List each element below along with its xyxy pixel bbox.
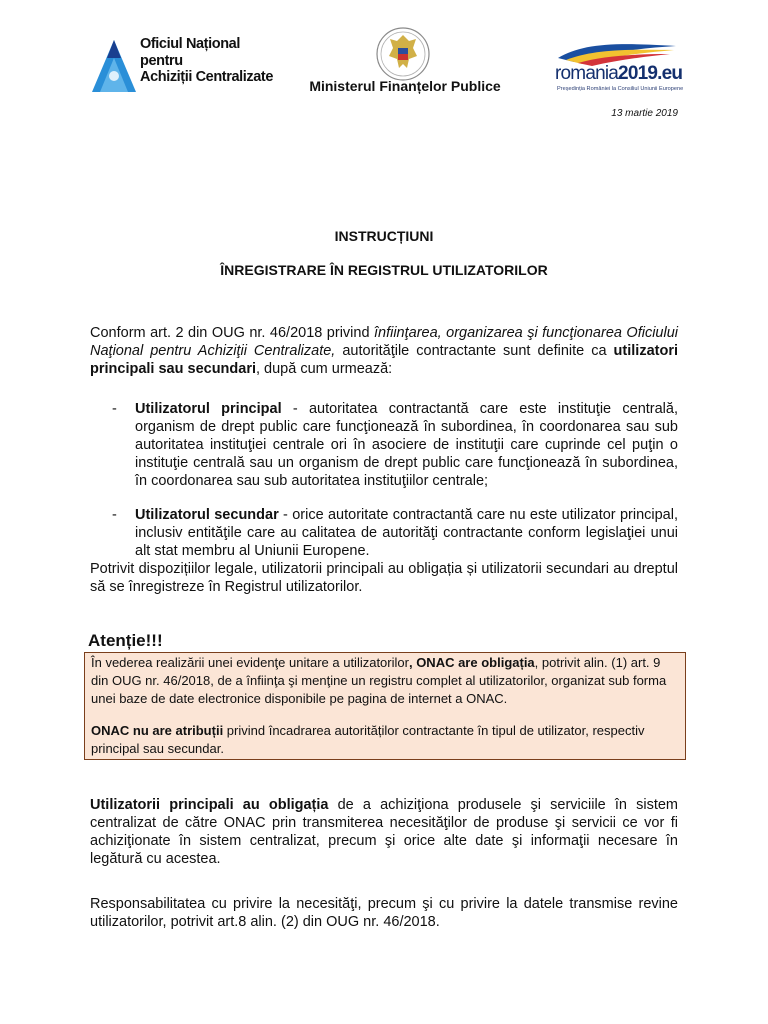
list-item-text: [135, 400, 678, 490]
onac-triangle-icon: [90, 38, 138, 94]
attention-paragraph: [91, 654, 679, 708]
document-subtitle: ÎNREGISTRARE ÎN REGISTRUL UTILIZATORILOR: [220, 262, 548, 278]
obligation-text: de a achiziţiona produsele şi serviciile în sistem centralizat de către ONAC prin transmiterea necesităţilor de produse şi servicii ce vor fi achiziţionate în sistem centralizat, precum şi orice alte date şi informaţii necesare în legătură cu acestea.: [90, 797, 678, 867]
obligation-bold: Utilizatorii principali au obligația: [90, 797, 329, 813]
list-item-definition: - autoritatea contractantă care este instituţie centrală, organism de drept public care funcţionează în subordinea, în coordonarea sau sub autoritatea instituţiei centrale ori în asociere de instituţii care cuprinde cel puţin o instituţie centrală sau un organism de drept public care funcţionează în subordinea, în coordonarea sau sub autoritatea instituţiilor centrale;: [135, 401, 678, 489]
ministry-name: Ministerul Finanțelor Publice: [309, 78, 501, 94]
attention-p2-rest: privind încadrarea autorităților contractante în tipul de utilizator, respectiv principal sau secundar.: [91, 723, 645, 756]
intro-bold: utilizatori principali sau secundari: [90, 343, 678, 377]
attention-heading: Atenție!!!: [88, 631, 163, 650]
romania2019-text: [555, 63, 682, 85]
onac-logo-line: Oficiul Național: [140, 36, 240, 52]
onac-logo-line: Achiziții Centralizate: [140, 69, 274, 85]
intro-paragraph: [90, 324, 678, 378]
document-date: 13 martie 2019: [611, 108, 678, 119]
intro-lead: Conform art. 2 din OUG nr. 46/2018 privind: [90, 325, 374, 341]
list-dash: -: [112, 507, 117, 523]
romania2019-text-right: 2019.eu: [618, 63, 683, 84]
intro-italic: înfiinţarea, organizarea şi funcţionarea Oficiului Naţional pentru Achiziţii Centralizate,: [90, 325, 678, 359]
list-item: [90, 400, 678, 490]
list-item-term: Utilizatorul principal: [135, 401, 282, 417]
romania2019-logo: [552, 40, 682, 100]
attention-p1-a: În vederea realizării unei evidenţe unitare a utilizatorilor: [91, 655, 409, 670]
obligation-paragraph: [90, 796, 678, 868]
list-item-term: Utilizatorul secundar: [135, 507, 279, 523]
attention-p1-bold: , ONAC are obligația: [408, 655, 535, 670]
attention-box: [84, 652, 686, 760]
list-dash: -: [112, 401, 117, 417]
rights-paragraph: Potrivit dispozițiilor legale, utilizatorii principali au obligația și utilizatorii secundari au dreptul să se înregistreze în Registrul utilizatorilor.: [90, 561, 678, 595]
romania2019-tagline: Președinția României la Consiliul Uniunii Europene: [557, 86, 684, 92]
attention-p1-b: , potrivit alin. (1) art. 9 din OUG nr. 46/2018, de a înfiinţa şi menţine un registru complet al utilizatorilor, organizat sub forma unei baze de date electronice disponibile pe pagina de internet a ONAC.: [91, 655, 667, 706]
romania-crest-icon: [376, 26, 430, 82]
list-item-text: [135, 506, 678, 560]
responsibility-paragraph: Responsabilitatea cu privire la necesităţi, precum şi cu privire la datele transmise revine utilizatorilor, potrivit art.8 alin. (2) din OUG nr. 46/2018.: [90, 896, 678, 930]
list-item: [90, 506, 678, 560]
onac-logo: [90, 32, 274, 100]
onac-logo-line: pentru: [140, 52, 183, 69]
intro-mid: autorităţile contractante sunt definite ca: [335, 343, 614, 359]
attention-paragraph: [91, 722, 679, 758]
list-item-definition: - orice autoritate contractantă care nu este utilizator principal, inclusiv entităţile care au calitatea de autorităţi contractante conform legislaţiei unui alt stat membru al Uniunii Europene.: [135, 507, 678, 559]
romania2019-text-left: romania: [555, 63, 619, 84]
attention-p2-bold: ONAC nu are atribuții: [91, 723, 224, 738]
intro-tail: , după cum urmează:: [256, 361, 393, 377]
document-title: INSTRUCȚIUNI: [334, 228, 434, 244]
